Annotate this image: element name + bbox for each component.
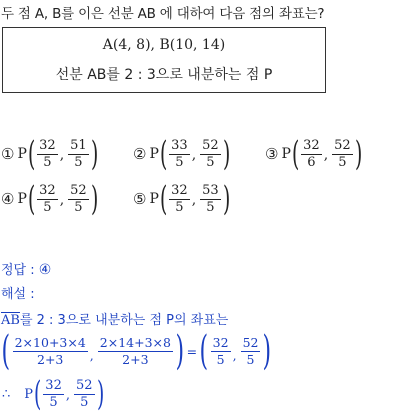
- paren-open: (: [27, 134, 36, 174]
- equals-sign: =: [186, 343, 198, 359]
- paren-open: (: [1, 328, 11, 374]
- choice-4-mark: ④: [1, 190, 15, 208]
- choice-5-x: $\frac{32}{5}$: [171, 182, 188, 215]
- choice-1-point: P: [17, 146, 27, 162]
- paren-open: (: [291, 134, 300, 174]
- choice-1[interactable]: ① P ( $\frac{32}{5}$ , $\frac{51}{5}$ ): [1, 134, 98, 174]
- paren-close: ): [90, 179, 98, 219]
- therefore-symbol: ∴: [2, 386, 11, 402]
- choice-2-mark: ②: [133, 145, 147, 163]
- paren-close: ): [262, 328, 272, 374]
- calc-x: $\frac{2\times 10+3\times 4}{2+3}$: [14, 335, 86, 367]
- answer-label: 정답 :: [1, 263, 35, 278]
- paren-close: ): [90, 134, 98, 174]
- result-y: $\frac{52}{5}$: [242, 335, 259, 367]
- paren-open: (: [27, 179, 36, 219]
- explanation-text: [1, 309, 228, 328]
- choice-5-point: P: [149, 191, 159, 207]
- therefore-point: P: [24, 386, 34, 402]
- explanation-label: 해설 :: [1, 287, 35, 302]
- condition-box: [2, 27, 326, 93]
- calc-y: $\frac{2\times 14+3\times 8}{2+3}$: [99, 335, 171, 367]
- choice-3-mark: ③: [265, 145, 279, 163]
- given-points: A(4, 8), B(10, 14): [102, 37, 226, 53]
- choice-2-point: P: [149, 146, 159, 162]
- choice-4[interactable]: ④ P ( $\frac{32}{5}$ , $\frac{52}{5}$ ): [1, 179, 98, 219]
- choice-3[interactable]: ③ P ( $\frac{32}{6}$ , $\frac{52}{5}$ ): [265, 134, 362, 174]
- choice-4-y: $\frac{52}{5}$: [70, 182, 87, 215]
- choice-5-y: $\frac{53}{5}$: [202, 182, 219, 215]
- paren-close: ): [175, 328, 185, 374]
- therefore-line: ∴ P ( $\frac{32}{5}$ , $\frac{52}{5}$ ): [2, 374, 104, 414]
- paren-close: ): [222, 179, 230, 219]
- choice-5[interactable]: ⑤ P ( $\frac{32}{5}$ , $\frac{53}{5}$ ): [133, 179, 230, 219]
- paren-open: (: [159, 179, 168, 219]
- choice-1-mark: ①: [1, 145, 15, 163]
- final-y: $\frac{52}{5}$: [75, 377, 93, 410]
- choice-3-x: $\frac{32}{6}$: [303, 137, 320, 170]
- paren-close: ): [96, 374, 104, 414]
- choice-2[interactable]: ② P ( $\frac{33}{5}$ , $\frac{52}{5}$ ): [133, 134, 230, 174]
- paren-open: (: [34, 374, 42, 414]
- choice-1-y: $\frac{51}{5}$: [70, 137, 87, 170]
- choice-5-mark: ⑤: [133, 190, 147, 208]
- calculation: ( $\frac{2\times 10+3\times 4}{2+3}$ , $\frac{2\times 14+3\times 8}{2+3}$ ) = ( $\frac{32}{5}$ , $\frac{52}{5}$ ): [1, 328, 272, 374]
- choice-3-point: P: [281, 146, 291, 162]
- answer-value: ④: [38, 262, 52, 278]
- final-x: $\frac{32}{5}$: [45, 377, 62, 410]
- answer-line: [1, 259, 51, 278]
- choice-2-y: $\frac{52}{5}$: [202, 137, 219, 170]
- question-text: 두 점 A, B를 이은 선분 AB 에 대하여 다음 점의 좌표는?: [1, 6, 325, 22]
- choice-4-point: P: [17, 191, 27, 207]
- choice-1-x: $\frac{32}{5}$: [39, 137, 56, 170]
- paren-open: (: [199, 328, 209, 374]
- segment-ab: $\overline{AB}$: [1, 313, 20, 328]
- paren-close: ): [222, 134, 230, 174]
- choice-3-y: $\frac{52}{5}$: [334, 137, 351, 170]
- paren-open: (: [159, 134, 168, 174]
- choice-2-x: $\frac{33}{5}$: [171, 137, 188, 170]
- choice-4-x: $\frac{32}{5}$: [39, 182, 56, 215]
- given-condition: 선분 AB를 2 : 3으로 내분하는 점 P: [55, 67, 273, 83]
- explanation-sentence: 를 2 : 3으로 내분하는 점 P의 좌표는: [19, 313, 229, 328]
- result-x: $\frac{32}{5}$: [212, 335, 229, 367]
- paren-close: ): [354, 134, 362, 174]
